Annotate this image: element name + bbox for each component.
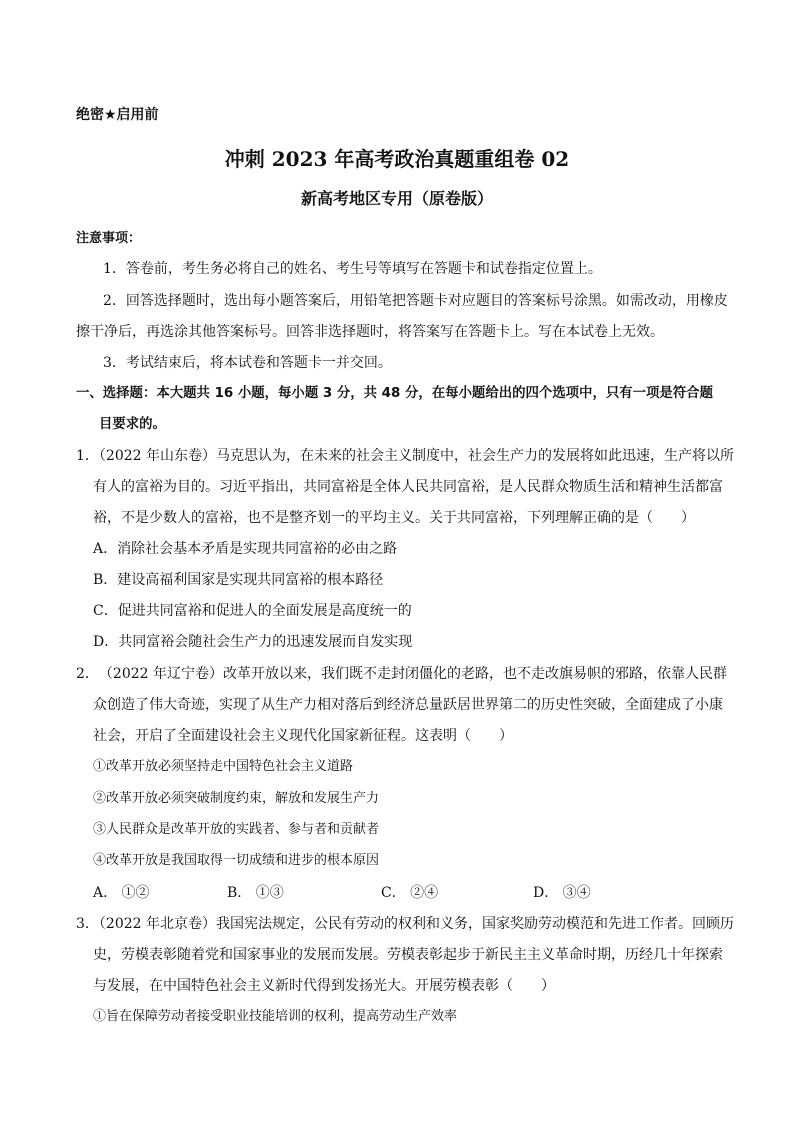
section-heading: 一、选择题：本大题共 16 小题，每小题 3 分，共 48 分，在每小题给出的四个选项中，只有一项是符合题 — [76, 386, 713, 401]
q1-stem-line-3: 裕，不是少数人的富裕，也不是整齐划一的平均主义。关于共同富裕，下列理解正确的是（ ） — [93, 510, 695, 526]
notice-label: 注意事项： — [76, 231, 142, 246]
q1-option-d: D．共同富裕会随社会生产力的迅速发展而自发实现 — [93, 634, 413, 650]
q2-stem-line-3: 社会，开启了全面建设社会主义现代化国家新征程。这表明（ ） — [93, 728, 513, 744]
q2-option-d: D． ③④ — [533, 885, 591, 901]
exam-title: 冲刺 2023 年高考政治真题重组卷 02 — [224, 147, 570, 171]
q1-stem-line-1: 1．（2022 年山东卷）马克思认为，在未来的社会主义制度中，社会生产力的发展将如此迅速，生产将以所 — [76, 448, 734, 464]
confidential-label: 绝密★启用前 — [76, 107, 159, 123]
q1-option-a: A．消除社会基本矛盾是实现共同富裕的必由之路 — [93, 541, 398, 557]
notice-item-1: 1．答卷前，考生务必将自己的姓名、考生号等填写在答题卡和试卷指定位置上。 — [103, 261, 602, 277]
q3-stem-line-3: 与发展，在中国特色社会主义新时代得到发扬光大。开展劳模表彰（ ） — [93, 978, 555, 994]
q2-statement-2: ②改革开放必须突破制度约束，解放和发展生产力 — [93, 791, 380, 806]
q3-stem-line-1: 3．（2022 年北京卷）我国宪法规定，公民有劳动的权利和义务，国家奖励劳动模范和先进工作者。回顾历 — [76, 916, 734, 932]
section-heading-cont: 目要求的。 — [99, 417, 166, 432]
q2-option-c: C． ②④ — [381, 885, 439, 901]
q2-statement-1: ①改革开放必须坚持走中国特色社会主义道路 — [93, 759, 354, 774]
q2-statement-4: ④改革开放是我国取得一切成绩和进步的根本原因 — [93, 853, 380, 868]
q2-statement-3: ③人民群众是改革开放的实践者、参与者和贡献者 — [93, 822, 380, 837]
notice-item-2-cont: 擦干净后，再选涂其他答案标号。回答非选择题时，将答案写在答题卡上。写在本试卷上无效。 — [76, 324, 664, 340]
q1-stem-line-2: 有人的富裕为目的。习近平指出，共同富裕是全体人民共同富裕，是人民群众物质生活和精神生活都富 — [93, 479, 723, 495]
q2-option-b: B． ①③ — [227, 885, 284, 901]
q1-option-b: B．建设高福利国家是实现共同富裕的根本路径 — [93, 572, 384, 588]
notice-item-2: 2．回答选择题时，选出每小题答案后，用铅笔把答题卡对应题目的答案标号涂黑。如需改动，用橡皮 — [103, 293, 728, 309]
q3-stem-line-2: 史，劳模表彰随着党和国家事业的发展而发展。劳模表彰起步于新民主主义革命时期，历经几十年探索 — [93, 947, 723, 963]
q2-stem-line-2: 众创造了伟大奇迹，实现了从生产力相对落后到经济总量跃居世界第二的历史性突破，全面建成了小康 — [93, 697, 723, 713]
q1-option-c: C．促进共同富裕和促进人的全面发展是高度统一的 — [93, 603, 412, 619]
notice-item-3: 3．考试结束后，将本试卷和答题卡一并交回。 — [103, 355, 392, 371]
q2-stem-line-1: 2． （2022 年辽宁卷）改革开放以来，我们既不走封闭僵化的老路，也不走改旗易帜的邪路，依靠人民群 — [76, 666, 727, 682]
q3-statement-1: ①旨在保障劳动者接受职业技能培训的权利，提高劳动生产效率 — [93, 1009, 458, 1024]
q2-option-a: A． ①② — [93, 885, 150, 901]
exam-subtitle: 新高考地区专用（原卷版） — [300, 189, 493, 208]
